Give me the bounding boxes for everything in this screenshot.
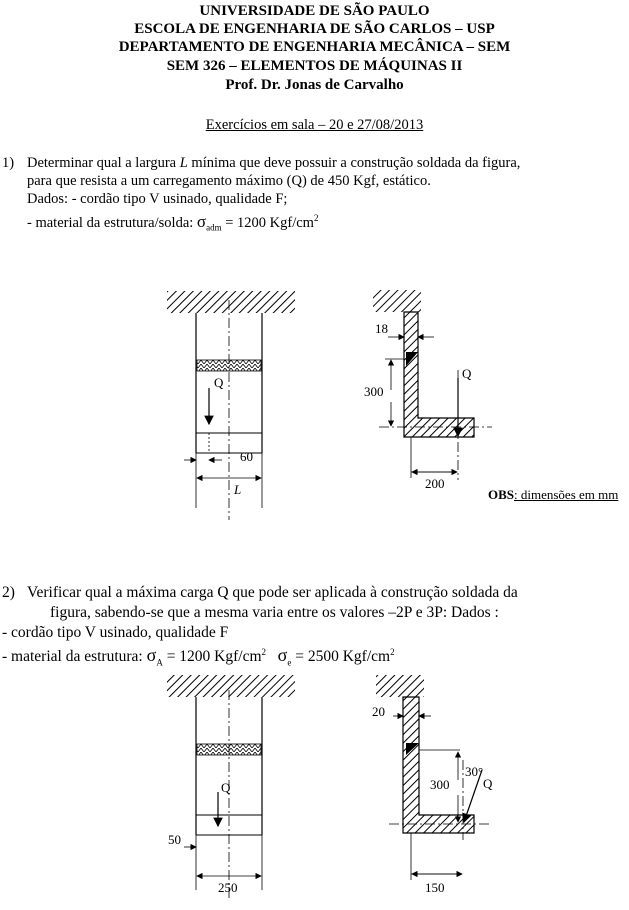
fig2-dim-20: 20 xyxy=(372,704,385,719)
fig1-dim-l: L xyxy=(234,482,242,497)
ex1-line3: Dados: - cordão tipo V usinado, qualidade F; xyxy=(27,191,288,207)
fig2-q-left: Q xyxy=(221,780,231,795)
fig1-dim-300: 300 xyxy=(364,384,384,399)
fig1-right-drawing xyxy=(373,290,492,480)
ex2-line4: - material da estrutura: $\sigma_A = 1200$ Kgf/$cm^2$ $\sigma_e = 2500$ Kgf/$cm^2$ xyxy=(2,645,395,668)
department-name: DEPARTAMENTO DE ENGENHARIA MECÂNICA – SEM xyxy=(118,39,511,55)
school-name: ESCOLA DE ENGENHARIA DE SÃO CARLOS – USP xyxy=(134,21,495,37)
fig2-left-drawing xyxy=(167,675,295,900)
fig1-left-drawing xyxy=(167,291,295,520)
ex1-line2: para que resista a um carregamento máximo (Q) de 450 Kgf, estático. xyxy=(27,173,431,189)
fig1-dim-60: 60 xyxy=(240,449,253,464)
fig1-dim-200: 200 xyxy=(425,476,445,491)
ex2-line2: figura, sabendo-se que a mesma varia entre os valores –2P e 3P: Dados : xyxy=(50,604,499,621)
ex2-line3: - cordão tipo V usinado, qualidade F xyxy=(2,624,229,641)
fig2-angle-30: 30° xyxy=(465,764,484,779)
professor-name: Prof. Dr. Jonas de Carvalho xyxy=(225,77,404,93)
exercise-subtitle: Exercícios em sala – 20 e 27/08/2013 xyxy=(205,117,424,133)
fig1-q-right: Q xyxy=(462,366,472,381)
university-name: UNIVERSIDADE DE SÃO PAULO xyxy=(199,3,430,19)
ex1-number: 1) xyxy=(2,155,15,171)
fig2-q-right: Q xyxy=(483,776,493,791)
fig2-dim-50: 50 xyxy=(168,832,181,847)
ex2-number: 2) xyxy=(2,584,15,601)
fig2-dim-300: 300 xyxy=(430,777,450,792)
fig2-dim-150: 150 xyxy=(425,880,445,895)
ex1-line4: - material da estrutura/solda: $\sigma_{adm} = 1200$ Kgf/$cm^2$ xyxy=(27,211,319,233)
course-name: SEM 326 – ELEMENTOS DE MÁQUINAS II xyxy=(166,58,463,74)
ex2-line1: Verificar qual a máxima carga Q que pode ser aplicada à construção soldada da xyxy=(27,584,518,601)
ex1-line1: Determinar qual a largura L mínima que deve possuir a construção soldada da figura, xyxy=(27,155,521,171)
obs-note: OBS: dimensões em mm xyxy=(488,487,619,502)
fig2-dim-250: 250 xyxy=(218,880,238,895)
fig1-dim-18: 18 xyxy=(375,321,388,336)
fig1-q-left: Q xyxy=(214,375,224,390)
